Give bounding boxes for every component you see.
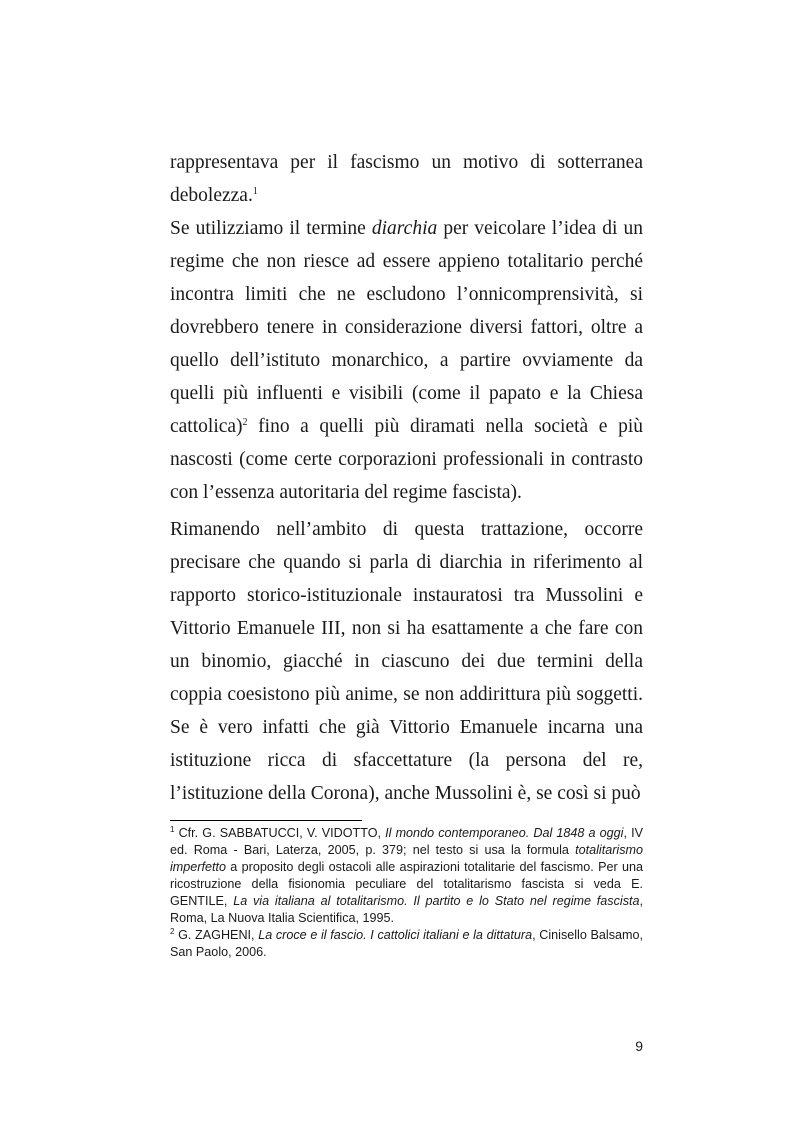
footnote-ref-2[interactable]: 2: [242, 417, 248, 428]
footnote-1-text-b: , IV ed. Roma - Bari, Laterza, 2005, p. 379; nel testo si usa la formula: [170, 826, 643, 857]
footnote-1: [170, 825, 643, 927]
footnote-2-title: La croce e il fascio. I cattolici italiani e la dittatura: [258, 928, 533, 942]
footnote-2: [170, 927, 643, 961]
footnote-1-term: totalitarismo imperfetto: [170, 843, 643, 874]
paragraph-1: [170, 146, 643, 212]
footnote-separator: [170, 820, 362, 821]
paragraph-2-text-c: fino a quelli più diramati nella società e più nascosti (come certe corporazioni professionali in contrasto con l’essenza autoritaria del regime fascista).: [170, 416, 643, 503]
footnote-1-text-a: Cfr. G. SABBATUCCI, V. VIDOTTO,: [174, 826, 386, 840]
footnote-2-text-a: G. ZAGHENI,: [174, 928, 259, 942]
footnote-2-text-b: , Cinisello Balsamo, San Paolo, 2006.: [170, 928, 643, 959]
paragraph-2-emphasis: diarchia: [371, 218, 438, 239]
page-number: 9: [635, 1038, 643, 1054]
footnote-1-number: 1: [170, 825, 175, 834]
paragraph-2-text-a: Se utilizziamo il termine: [170, 218, 372, 239]
footnote-1-title-a: Il mondo contemporaneo. Dal 1848 a oggi: [385, 826, 624, 840]
paragraph-2-text-b: per veicolare l’idea di un regime che non riesce ad essere appieno totalitario perché incontra limiti che ne escludono l’onnicomprensività, si dovrebbero tenere in considerazione diversi fattori, oltre a quello dell’istituto monarchico, a partire ovviamente da quelli più influenti e visibili (come il papato e la Chiesa cattolica): [170, 218, 643, 437]
footnote-1-title-b: La via italiana al totalitarismo. Il partito e lo Stato nel regime fascista: [233, 894, 640, 908]
main-text: [170, 146, 643, 810]
footnote-2-number: 2: [170, 927, 175, 936]
paragraph-1-text: rappresentava per il fascismo un motivo di sotterranea debolezza.: [170, 152, 643, 206]
paragraph-2: [170, 212, 643, 509]
footnotes: [170, 825, 643, 961]
footnote-ref-1[interactable]: 1: [252, 186, 258, 197]
paragraph-3: Rimanendo nell’ambito di questa trattazione, occorre precisare che quando si parla di diarchia in riferimento al rapporto storico-istituzionale instauratosi tra Mussolini e Vittorio Emanuele III, non si ha esattamente a che fare con un binomio, giacché in ciascuno dei due termini della coppia coesistono più anime, se non addirittura più soggetti. Se è vero infatti che già Vittorio Emanuele incarna una istituzione ricca di sfaccettature (la persona del re, l’istituzione della Corona), anche Mussolini è, se così si può: [170, 519, 643, 804]
footnote-1-text-c: a proposito degli ostacoli alle aspirazioni totalitarie del fascismo. Per una ricostruzione della fisionomia peculiare del totalitarismo fascista si veda E. GENTILE,: [170, 860, 643, 908]
footnote-1-text-d: , Roma, La Nuova Italia Scientifica, 1995.: [170, 894, 643, 925]
